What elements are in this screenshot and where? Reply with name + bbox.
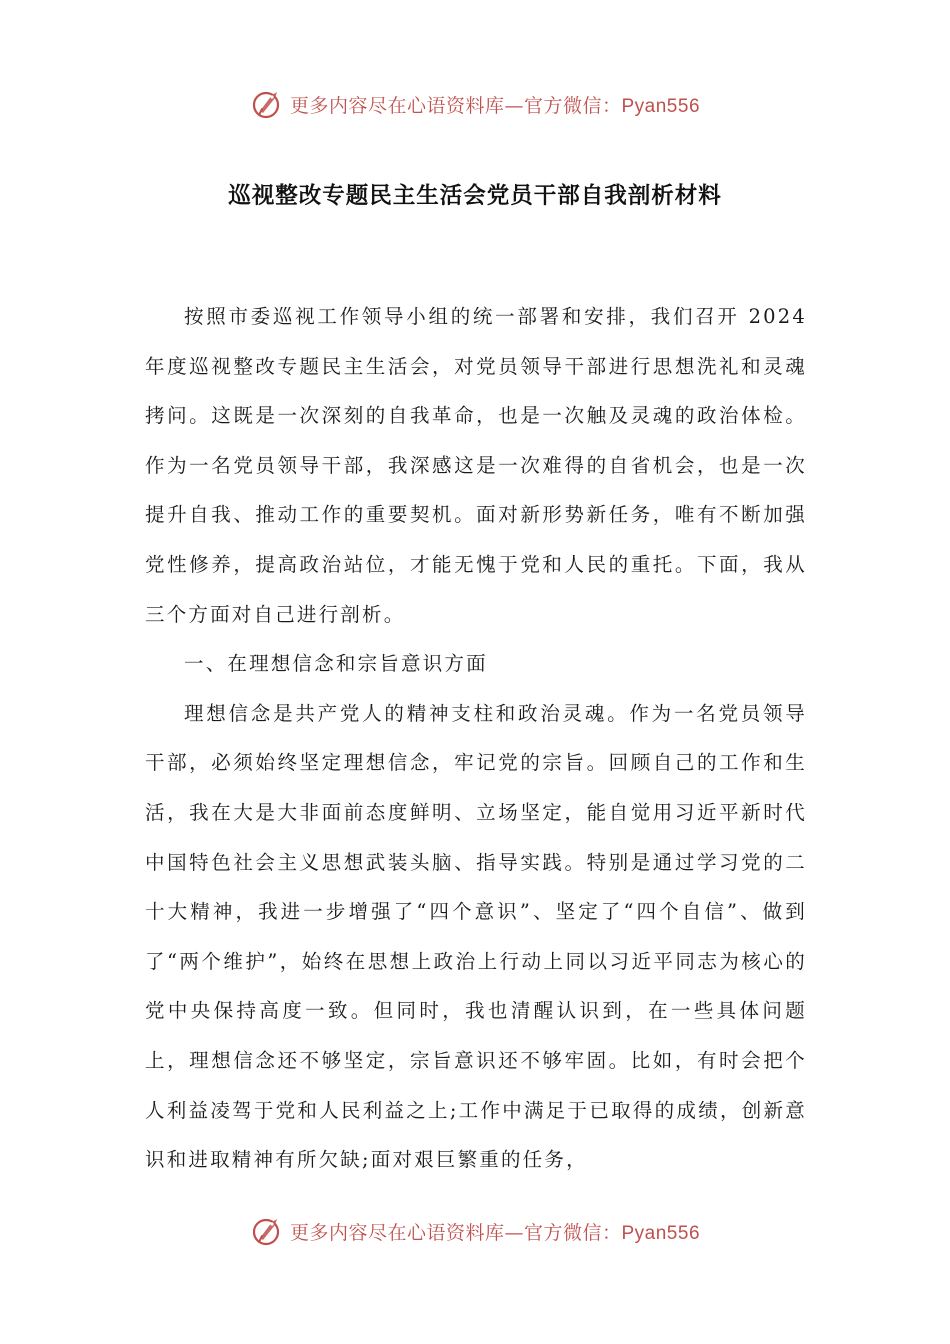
watermark-text <box>290 91 700 118</box>
watermark-text <box>290 1218 700 1245</box>
document-title: 巡视整改专题民主生活会党员干部自我剖析材料 <box>228 183 722 209</box>
paragraph-ideals: 理想信念是共产党人的精神支柱和政治灵魂。作为一名党员领导干部，必须始终坚定理想信念，牢记党的宗旨。回顾自己的工作和生活，我在大是大非面前态度鲜明、立场坚定，能自觉用习近平新时代中国特色社会主义思想武装头脑、指导实践。特别是通过学习党的二十大精神，我进一步增强了“四个意识”、坚定了“四个自信”、做到了“两个维护”，始终在思想上政治上行动上同以习近平同志为核心的党中央保持高度一致。但同时，我也清醒认识到，在一些具体问题上，理想信念还不够坚定，宗旨意识还不够牢固。比如，有时会把个人利益凌驾于党和人民利益之上;工作中满足于已取得的成绩，创新意识和进取精神有所欠缺;面对艰巨繁重的任务， <box>145 701 807 1172</box>
watermark-main-text: 更多内容尽在心语资料库 <box>289 94 505 117</box>
document-body <box>145 292 807 1185</box>
watermark-wechat-label: 官方微信： <box>523 1221 622 1244</box>
watermark-banner-top <box>0 84 950 124</box>
watermark-wechat-label: 官方微信： <box>523 94 622 117</box>
pen-nib-circle-icon <box>250 1214 284 1248</box>
paragraph-intro: 按照市委巡视工作领导小组的统一部署和安排，我们召开 2024年度巡视整改专题民主生活会，对党员领导干部进行思想洗礼和灵魂拷问。这既是一次深刻的自我革命，也是一次触及灵魂的政治体检。作为一名党员领导干部，我深感这是一次难得的自省机会，也是一次提升自我、推动工作的重要契机。面对新形势新任务，唯有不断加强党性修养，提高政治站位，才能无愧于党和人民的重托。下面，我从三个方面对自己进行剖析。 <box>145 305 807 626</box>
watermark-separator: — <box>504 94 524 117</box>
watermark-main-text: 更多内容尽在心语资料库 <box>289 1221 505 1244</box>
pen-nib-circle-icon <box>250 87 284 121</box>
section-heading-1: 一、在理想信念和宗旨意识方面 <box>184 652 488 676</box>
watermark-separator: — <box>504 1221 524 1244</box>
watermark-wechat-id: Pyan556 <box>621 1222 701 1244</box>
watermark-banner-bottom <box>0 1211 950 1251</box>
watermark-wechat-id: Pyan556 <box>621 95 701 117</box>
